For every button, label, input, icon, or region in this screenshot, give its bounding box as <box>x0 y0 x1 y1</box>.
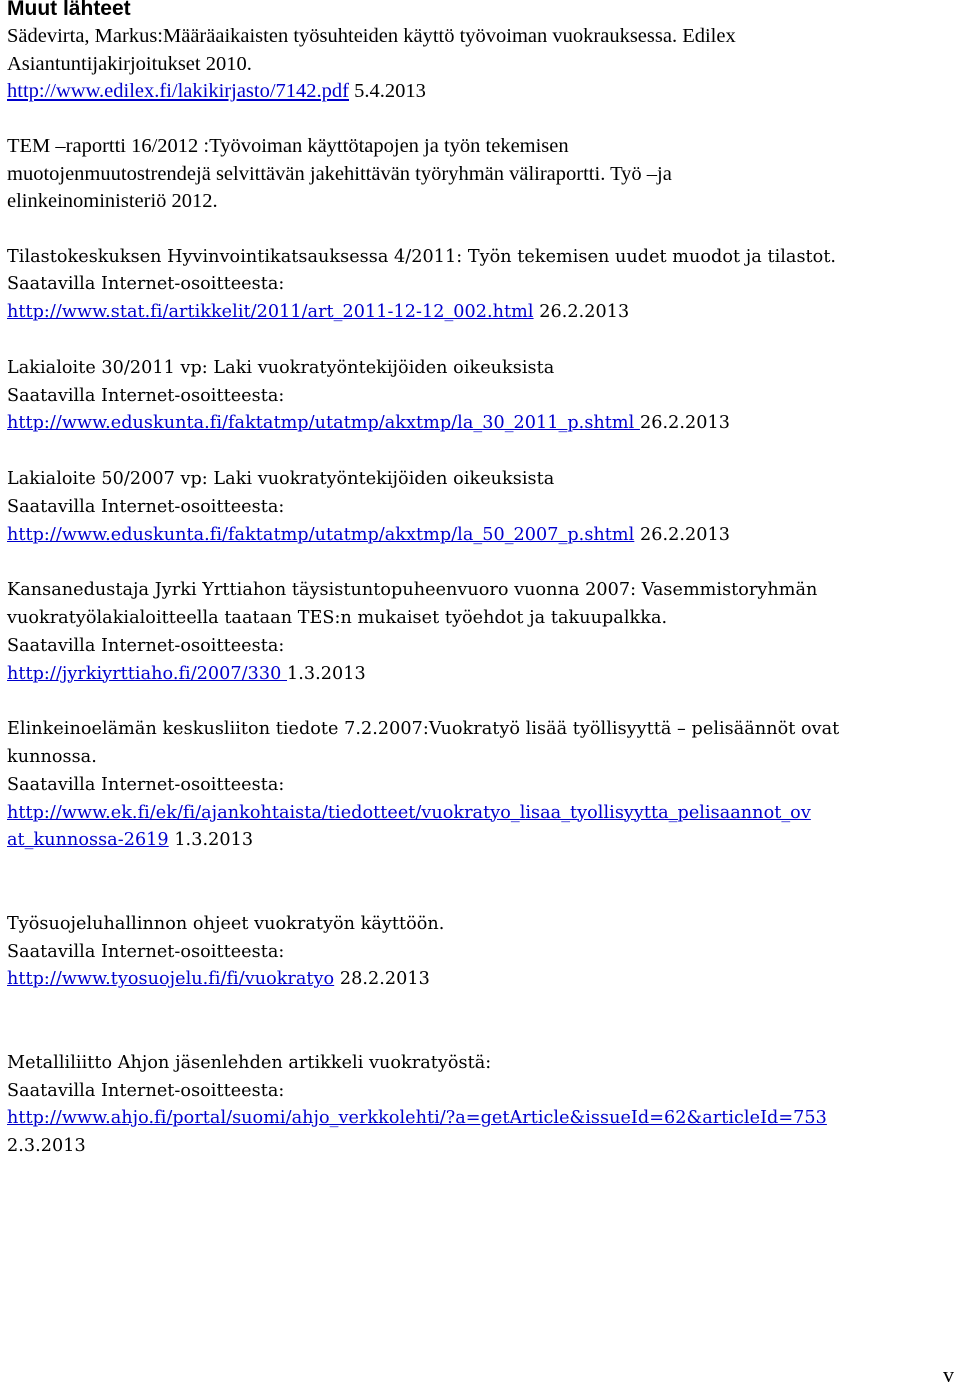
entry-link-line <box>7 827 957 855</box>
reference-entry-1 <box>7 23 957 106</box>
access-date: 1.3.2013 <box>287 663 366 684</box>
access-date: 26.2.2013 <box>533 302 630 323</box>
access-date: 26.2.2013 <box>634 524 730 545</box>
entry-text: Sädevirta, Markus:Määräaikaisten työsuhteiden käyttö työvoiman vuokrauksessa. Edilex <box>7 25 736 47</box>
entry-link-line <box>7 299 957 327</box>
entry-link-line <box>7 78 957 106</box>
reference-entry-4 <box>7 355 957 438</box>
reference-entry-9 <box>7 1050 957 1161</box>
reference-entry-6 <box>7 577 957 688</box>
reference-link[interactable]: http://www.eduskunta.fi/faktatmp/utatmp/akxtmp/la_30_2011_p.shtml <box>7 413 640 434</box>
reference-link[interactable]: http://jyrkiyrttiaho.fi/2007/330 <box>7 663 288 684</box>
entry-text: Elinkeinoelämän keskusliiton tiedote 7.2.2007:Vuokratyö lisää työllisyyttä – pelisäännöt ovat <box>7 719 840 740</box>
page-number: v <box>943 1362 954 1387</box>
availability-label: Saatavilla Internet-osoitteesta: <box>7 635 285 656</box>
availability-label: Saatavilla Internet-osoitteesta: <box>7 385 285 406</box>
availability-label: Saatavilla Internet-osoitteesta: <box>7 941 285 962</box>
entry-text: Metalliliitto Ahjon jäsenlehden artikkeli vuokratyöstä: <box>7 1052 492 1073</box>
entry-link-line <box>7 522 957 550</box>
access-date: 26.2.2013 <box>639 413 730 434</box>
reference-link[interactable]: http://www.eduskunta.fi/faktatmp/utatmp/akxtmp/la_50_2007_p.shtml <box>7 524 635 545</box>
entry-link-line <box>7 800 957 828</box>
reference-entry-2 <box>7 133 957 216</box>
entry-text: Kansanedustaja Jyrki Yrttiahon täysistuntopuheenvuoro vuonna 2007: Vasemmistoryhmän <box>7 580 818 601</box>
entry-text: Asiantuntijakirjoitukset 2010. <box>7 52 252 75</box>
entry-text: Tilastokeskuksen Hyvinvointikatsauksessa 4/2011: Työn tekemisen uudet muodot ja tilastot. <box>7 246 837 267</box>
access-date: 2.3.2013 <box>7 1136 86 1157</box>
reference-link[interactable]: http://www.ek.fi/ek/fi/ajankohtaista/tiedotteet/vuokratyo_lisaa_tyollisyytta_pelisaannot_ov <box>7 802 811 823</box>
reference-link[interactable]: http://www.tyosuojelu.fi/fi/vuokratyo <box>7 969 335 990</box>
reference-link[interactable]: http://www.ahjo.fi/portal/suomi/ahjo_verkkolehti/?a=getArticle&issueId=62&articleId=753 <box>7 1108 827 1129</box>
entry-text: muotojenmuutostrendejä selvittävän jakehittävän työryhmän väliraportti. Työ –ja <box>7 162 672 185</box>
access-date: 1.3.2013 <box>168 830 254 851</box>
entry-link-line <box>7 661 957 689</box>
entry-link-line <box>7 410 957 438</box>
reference-entry-7 <box>7 716 957 855</box>
availability-label: Saatavilla Internet-osoitteesta: <box>7 274 285 295</box>
access-date: 5.4.2013 <box>349 80 426 102</box>
section-heading: Muut lähteet <box>7 0 131 20</box>
availability-label: Saatavilla Internet-osoitteesta: <box>7 774 285 795</box>
entry-text: Lakialoite 50/2007 vp: Laki vuokratyöntekijöiden oikeuksista <box>7 468 555 489</box>
availability-label: Saatavilla Internet-osoitteesta: <box>7 496 285 517</box>
reference-entry-5 <box>7 466 957 549</box>
entry-link-line <box>7 966 957 994</box>
entry-text: Työsuojeluhallinnon ohjeet vuokratyön käyttöön. <box>7 913 445 934</box>
availability-label: Saatavilla Internet-osoitteesta: <box>7 1080 285 1101</box>
entry-text: kunnossa. <box>7 746 97 767</box>
entry-link-line <box>7 1105 957 1133</box>
entry-text: TEM –raportti 16/2012 :Työvoiman käyttötapojen ja työn tekemisen <box>7 135 569 158</box>
reference-link-continued[interactable]: at_kunnossa-2619 <box>7 830 169 851</box>
entry-text: vuokratyölakialoitteella taataan TES:n mukaiset työehdot ja takuupalkka. <box>7 607 668 628</box>
reference-link[interactable]: http://www.stat.fi/artikkelit/2011/art_2011-12-12_002.html <box>7 302 534 323</box>
reference-entry-3 <box>7 244 957 327</box>
entry-text: Lakialoite 30/2011 vp: Laki vuokratyöntekijöiden oikeuksista <box>7 357 555 378</box>
reference-entry-8 <box>7 911 957 994</box>
entry-text: elinkeinoministeriö 2012. <box>7 190 218 213</box>
reference-link[interactable]: http://www.edilex.fi/lakikirjasto/7142.pdf <box>7 80 349 102</box>
references-page <box>7 0 957 1161</box>
access-date: 28.2.2013 <box>334 969 430 990</box>
